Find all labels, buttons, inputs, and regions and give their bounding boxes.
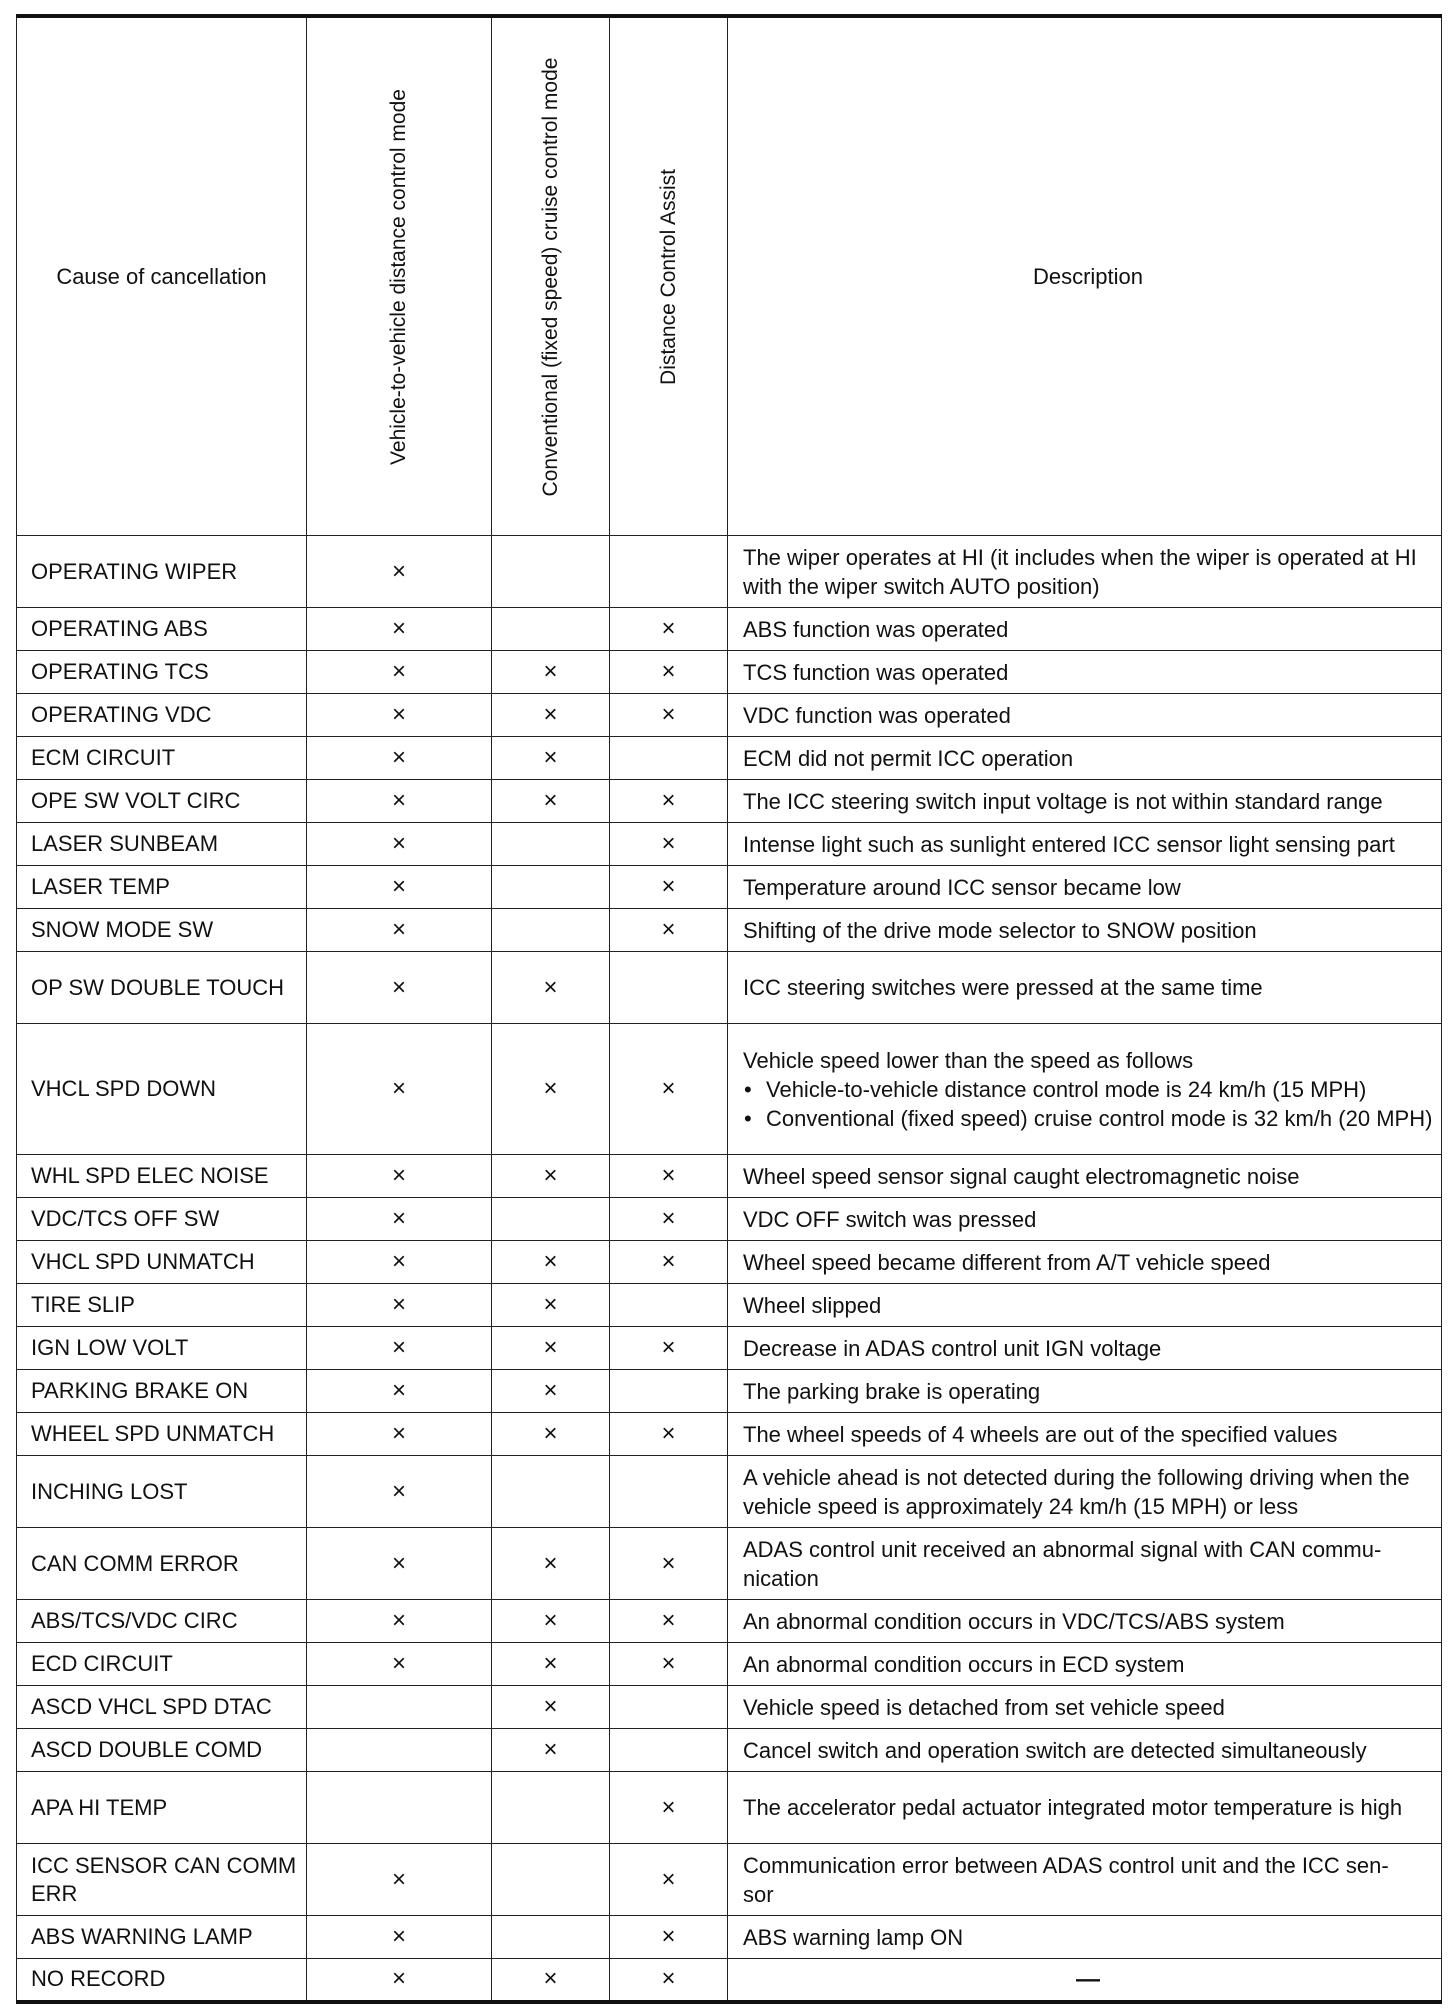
v2v-mark-cell: ×: [307, 1024, 492, 1155]
conv-mark-cell: ×: [492, 651, 610, 694]
description-cell: [728, 1643, 1442, 1686]
dca-mark-cell: ×: [610, 651, 728, 694]
dca-mark-cell: ×: [610, 1198, 728, 1241]
cause-cell: ICC SENSOR CAN COMM ERR: [17, 1844, 307, 1916]
description-text: The ICC steering switch input voltage is not within standard range: [743, 788, 1383, 814]
conv-mark-cell: ×: [492, 780, 610, 823]
table-row: [17, 1686, 1442, 1729]
table-row: [17, 1284, 1442, 1327]
v2v-mark-cell: ×: [307, 651, 492, 694]
v2v-mark-cell: ×: [307, 780, 492, 823]
description-text: Shifting of the drive mode selector to SNOW position: [743, 917, 1257, 943]
dca-mark-cell: [610, 536, 728, 608]
conv-mark-cell: [492, 1844, 610, 1916]
v2v-mark-cell: ×: [307, 1413, 492, 1456]
conv-mark-cell: ×: [492, 1155, 610, 1198]
cause-cell: PARKING BRAKE ON: [17, 1370, 307, 1413]
dca-mark-cell: [610, 737, 728, 780]
cause-cell: ASCD DOUBLE COMD: [17, 1729, 307, 1772]
description-cell: [728, 1413, 1442, 1456]
cause-cell: TIRE SLIP: [17, 1284, 307, 1327]
conv-mark-cell: ×: [492, 1241, 610, 1284]
table-row: [17, 1456, 1442, 1528]
v2v-mark-cell: ×: [307, 1916, 492, 1959]
dca-mark-cell: [610, 1284, 728, 1327]
description-text: The parking brake is operating: [743, 1378, 1041, 1404]
table-row: [17, 1024, 1442, 1155]
dca-mark-cell: ×: [610, 1241, 728, 1284]
description-text: VDC OFF switch was pressed: [743, 1206, 1037, 1232]
cause-cell: ECD CIRCUIT: [17, 1643, 307, 1686]
table-row: [17, 866, 1442, 909]
description-text: Vehicle speed lower than the speed as follows: [743, 1047, 1194, 1073]
dca-mark-cell: ×: [610, 1413, 728, 1456]
cause-cell: IGN LOW VOLT: [17, 1327, 307, 1370]
v2v-mark-cell: ×: [307, 1959, 492, 2002]
cause-cell: INCHING LOST: [17, 1456, 307, 1528]
description-cell: [728, 780, 1442, 823]
v2v-mark-cell: ×: [307, 536, 492, 608]
conv-mark-cell: [492, 608, 610, 651]
table-row: [17, 909, 1442, 952]
cause-cell: LASER TEMP: [17, 866, 307, 909]
conv-mark-cell: ×: [492, 1729, 610, 1772]
header-cause: Cause of cancellation: [17, 16, 307, 536]
table-row: [17, 1916, 1442, 1959]
v2v-mark-cell: ×: [307, 823, 492, 866]
v2v-mark-cell: ×: [307, 1456, 492, 1528]
conv-mark-cell: ×: [492, 1284, 610, 1327]
dca-mark-cell: ×: [610, 823, 728, 866]
description-cell: [728, 1327, 1442, 1370]
cause-cell: VDC/TCS OFF SW: [17, 1198, 307, 1241]
dca-mark-cell: ×: [610, 694, 728, 737]
description-cell: [728, 1772, 1442, 1844]
cause-cell: VHCL SPD UNMATCH: [17, 1241, 307, 1284]
description-cell: [728, 651, 1442, 694]
description-cell: [728, 1528, 1442, 1600]
table-row: [17, 737, 1442, 780]
cause-cell: ABS WARNING LAMP: [17, 1916, 307, 1959]
dca-mark-cell: ×: [610, 1327, 728, 1370]
v2v-mark-cell: ×: [307, 1155, 492, 1198]
no-description-dash: —: [1076, 1965, 1100, 1993]
description-cell: [728, 1456, 1442, 1528]
v2v-mark-cell: ×: [307, 694, 492, 737]
conv-mark-cell: ×: [492, 1528, 610, 1600]
cancellation-causes-table: [16, 14, 1442, 2004]
description-cell: [728, 1844, 1442, 1916]
description-text: Wheel speed sensor signal caught electromagnetic noise: [743, 1163, 1300, 1189]
dca-mark-cell: [610, 1370, 728, 1413]
cause-cell: VHCL SPD DOWN: [17, 1024, 307, 1155]
table-row: [17, 1528, 1442, 1600]
description-text: ICC steering switches were pressed at the same time: [743, 975, 1263, 1000]
description-text: The accelerator pedal actuator integrated motor temperature is high: [743, 1795, 1403, 1820]
v2v-mark-cell: [307, 1729, 492, 1772]
dca-mark-cell: ×: [610, 1024, 728, 1155]
dca-mark-cell: [610, 1686, 728, 1729]
v2v-mark-cell: ×: [307, 1370, 492, 1413]
header-v2v-mode: [307, 16, 492, 536]
conv-mark-cell: [492, 536, 610, 608]
v2v-mark-cell: ×: [307, 1284, 492, 1327]
description-text: Wheel slipped: [743, 1292, 882, 1318]
conv-mark-cell: ×: [492, 1643, 610, 1686]
cause-cell: OPERATING TCS: [17, 651, 307, 694]
table-row: [17, 651, 1442, 694]
description-text: sor: [743, 1881, 774, 1907]
description-cell: [728, 952, 1442, 1024]
table-row: [17, 1600, 1442, 1643]
description-text: Temperature around ICC sensor became low: [743, 874, 1181, 900]
v2v-mark-cell: ×: [307, 866, 492, 909]
v2v-mark-cell: [307, 1772, 492, 1844]
conv-mark-cell: ×: [492, 1024, 610, 1155]
table-row: [17, 1327, 1442, 1370]
v2v-mark-cell: [307, 1686, 492, 1729]
description-cell: [728, 1241, 1442, 1284]
conv-mark-cell: [492, 1772, 610, 1844]
table-row: [17, 1370, 1442, 1413]
header-conventional-mode: [492, 16, 610, 536]
description-text: Vehicle speed is detached from set vehicle speed: [743, 1694, 1225, 1720]
conv-mark-cell: ×: [492, 1327, 610, 1370]
v2v-mark-cell: ×: [307, 1241, 492, 1284]
description-text: Decrease in ADAS control unit IGN voltage: [743, 1335, 1162, 1361]
conv-mark-cell: [492, 909, 610, 952]
cause-cell: OPERATING VDC: [17, 694, 307, 737]
description-cell: [728, 1284, 1442, 1327]
conv-mark-cell: [492, 823, 610, 866]
dca-mark-cell: [610, 1456, 728, 1528]
description-cell: [728, 536, 1442, 608]
cause-cell: APA HI TEMP: [17, 1772, 307, 1844]
v2v-mark-cell: ×: [307, 1844, 492, 1916]
dca-mark-cell: ×: [610, 1959, 728, 2002]
cause-cell: WHL SPD ELEC NOISE: [17, 1155, 307, 1198]
dca-mark-cell: ×: [610, 1528, 728, 1600]
description-cell: [728, 866, 1442, 909]
dca-mark-cell: [610, 952, 728, 1024]
conv-mark-cell: ×: [492, 952, 610, 1024]
description-text: An abnormal condition occurs in VDC/TCS/ABS system: [743, 1608, 1285, 1634]
v2v-mark-cell: ×: [307, 608, 492, 651]
table-row: [17, 952, 1442, 1024]
header-v2v-label: Vehicle-to-vehicle distance control mode: [387, 88, 410, 465]
dca-mark-cell: ×: [610, 1155, 728, 1198]
conv-mark-cell: ×: [492, 1959, 610, 2002]
table-row: [17, 823, 1442, 866]
conv-mark-cell: [492, 1456, 610, 1528]
description-text: Communication error between ADAS control unit and the ICC sen-: [743, 1852, 1389, 1878]
description-text: ABS warning lamp ON: [743, 1924, 964, 1950]
table-row: [17, 1198, 1442, 1241]
description-cell: [728, 1155, 1442, 1198]
description-text: ABS function was operated: [743, 616, 1009, 642]
description-text: Cancel switch and operation switch are detected simultaneously: [743, 1737, 1367, 1763]
conv-mark-cell: ×: [492, 1600, 610, 1643]
cause-cell: OPERATING WIPER: [17, 536, 307, 608]
table-row: [17, 608, 1442, 651]
conv-mark-cell: ×: [492, 1686, 610, 1729]
cause-cell: OPERATING ABS: [17, 608, 307, 651]
description-text: The wheel speeds of 4 wheels are out of the specified values: [743, 1421, 1338, 1447]
header-dca-label: Distance Control Assist: [656, 168, 680, 385]
cause-cell: ECM CIRCUIT: [17, 737, 307, 780]
v2v-mark-cell: ×: [307, 1528, 492, 1600]
description-cell: [728, 1959, 1442, 2002]
description-text: ECM did not permit ICC operation: [743, 745, 1074, 771]
table-row: [17, 1844, 1442, 1916]
conv-mark-cell: [492, 1198, 610, 1241]
dca-mark-cell: ×: [610, 909, 728, 952]
description-cell: [728, 1198, 1442, 1241]
cause-cell: SNOW MODE SW: [17, 909, 307, 952]
description-text: An abnormal condition occurs in ECD system: [743, 1651, 1185, 1677]
cause-cell: ABS/TCS/VDC CIRC: [17, 1600, 307, 1643]
cause-cell: LASER SUNBEAM: [17, 823, 307, 866]
description-cell: [728, 1024, 1442, 1155]
description-text: A vehicle ahead is not detected during the following driving when the vehicle speed is approximately 24 km/h (15 MPH) or less: [743, 1464, 1410, 1519]
header-conventional-label: Conventional (fixed speed) cruise control mode: [538, 57, 562, 496]
header-description: Description: [728, 16, 1442, 536]
description-bullet: • Vehicle-to-vehicle distance control mode is 24 km/h (15 MPH): [743, 1075, 1433, 1104]
cause-cell: WHEEL SPD UNMATCH: [17, 1413, 307, 1456]
description-text: TCS function was operated: [743, 659, 1009, 685]
table-row: [17, 1413, 1442, 1456]
dca-mark-cell: ×: [610, 866, 728, 909]
description-cell: [728, 737, 1442, 780]
dca-mark-cell: ×: [610, 780, 728, 823]
v2v-mark-cell: ×: [307, 952, 492, 1024]
table-body: [17, 536, 1442, 2002]
description-text: Wheel speed became different from A/T vehicle speed: [743, 1249, 1271, 1275]
conv-mark-cell: [492, 1916, 610, 1959]
table-row: [17, 536, 1442, 608]
dca-mark-cell: ×: [610, 1643, 728, 1686]
description-text: nication: [743, 1565, 819, 1591]
description-cell: [728, 1600, 1442, 1643]
header-dca: [610, 16, 728, 536]
table-row: [17, 1241, 1442, 1284]
description-cell: [728, 694, 1442, 737]
table-row: [17, 1729, 1442, 1772]
cause-cell: CAN COMM ERROR: [17, 1528, 307, 1600]
v2v-mark-cell: ×: [307, 1600, 492, 1643]
description-text: VDC function was operated: [743, 702, 1011, 728]
table-row: [17, 694, 1442, 737]
conv-mark-cell: [492, 866, 610, 909]
v2v-mark-cell: ×: [307, 1327, 492, 1370]
table-row: [17, 1643, 1442, 1686]
description-cell: [728, 1686, 1442, 1729]
v2v-mark-cell: ×: [307, 909, 492, 952]
header-row: [17, 16, 1442, 536]
dca-mark-cell: ×: [610, 1772, 728, 1844]
dca-mark-cell: [610, 1729, 728, 1772]
conv-mark-cell: ×: [492, 1370, 610, 1413]
description-cell: [728, 823, 1442, 866]
description-cell: [728, 1370, 1442, 1413]
description-text: Intense light such as sunlight entered ICC sensor light sensing part: [743, 831, 1395, 857]
table-row: [17, 780, 1442, 823]
dca-mark-cell: ×: [610, 1844, 728, 1916]
dca-mark-cell: ×: [610, 1600, 728, 1643]
cause-cell: ASCD VHCL SPD DTAC: [17, 1686, 307, 1729]
cause-cell: OP SW DOUBLE TOUCH: [17, 952, 307, 1024]
v2v-mark-cell: ×: [307, 1198, 492, 1241]
cause-cell: OPE SW VOLT CIRC: [17, 780, 307, 823]
description-cell: [728, 1916, 1442, 1959]
description-cell: [728, 909, 1442, 952]
conv-mark-cell: ×: [492, 1413, 610, 1456]
conv-mark-cell: ×: [492, 737, 610, 780]
description-text: The wiper operates at HI (it includes when the wiper is operated at HI with the wiper switch AUTO position): [743, 544, 1417, 599]
description-bullet: • Conventional (fixed speed) cruise control mode is 32 km/h (20 MPH): [743, 1104, 1433, 1133]
v2v-mark-cell: ×: [307, 1643, 492, 1686]
dca-mark-cell: ×: [610, 608, 728, 651]
table-row: [17, 1772, 1442, 1844]
description-text: ADAS control unit received an abnormal signal with CAN commu-: [743, 1536, 1382, 1562]
table-row: [17, 1155, 1442, 1198]
description-cell: [728, 1729, 1442, 1772]
description-cell: [728, 608, 1442, 651]
v2v-mark-cell: ×: [307, 737, 492, 780]
cause-cell: NO RECORD: [17, 1959, 307, 2002]
dca-mark-cell: ×: [610, 1916, 728, 1959]
table-row: [17, 1959, 1442, 2002]
conv-mark-cell: ×: [492, 694, 610, 737]
